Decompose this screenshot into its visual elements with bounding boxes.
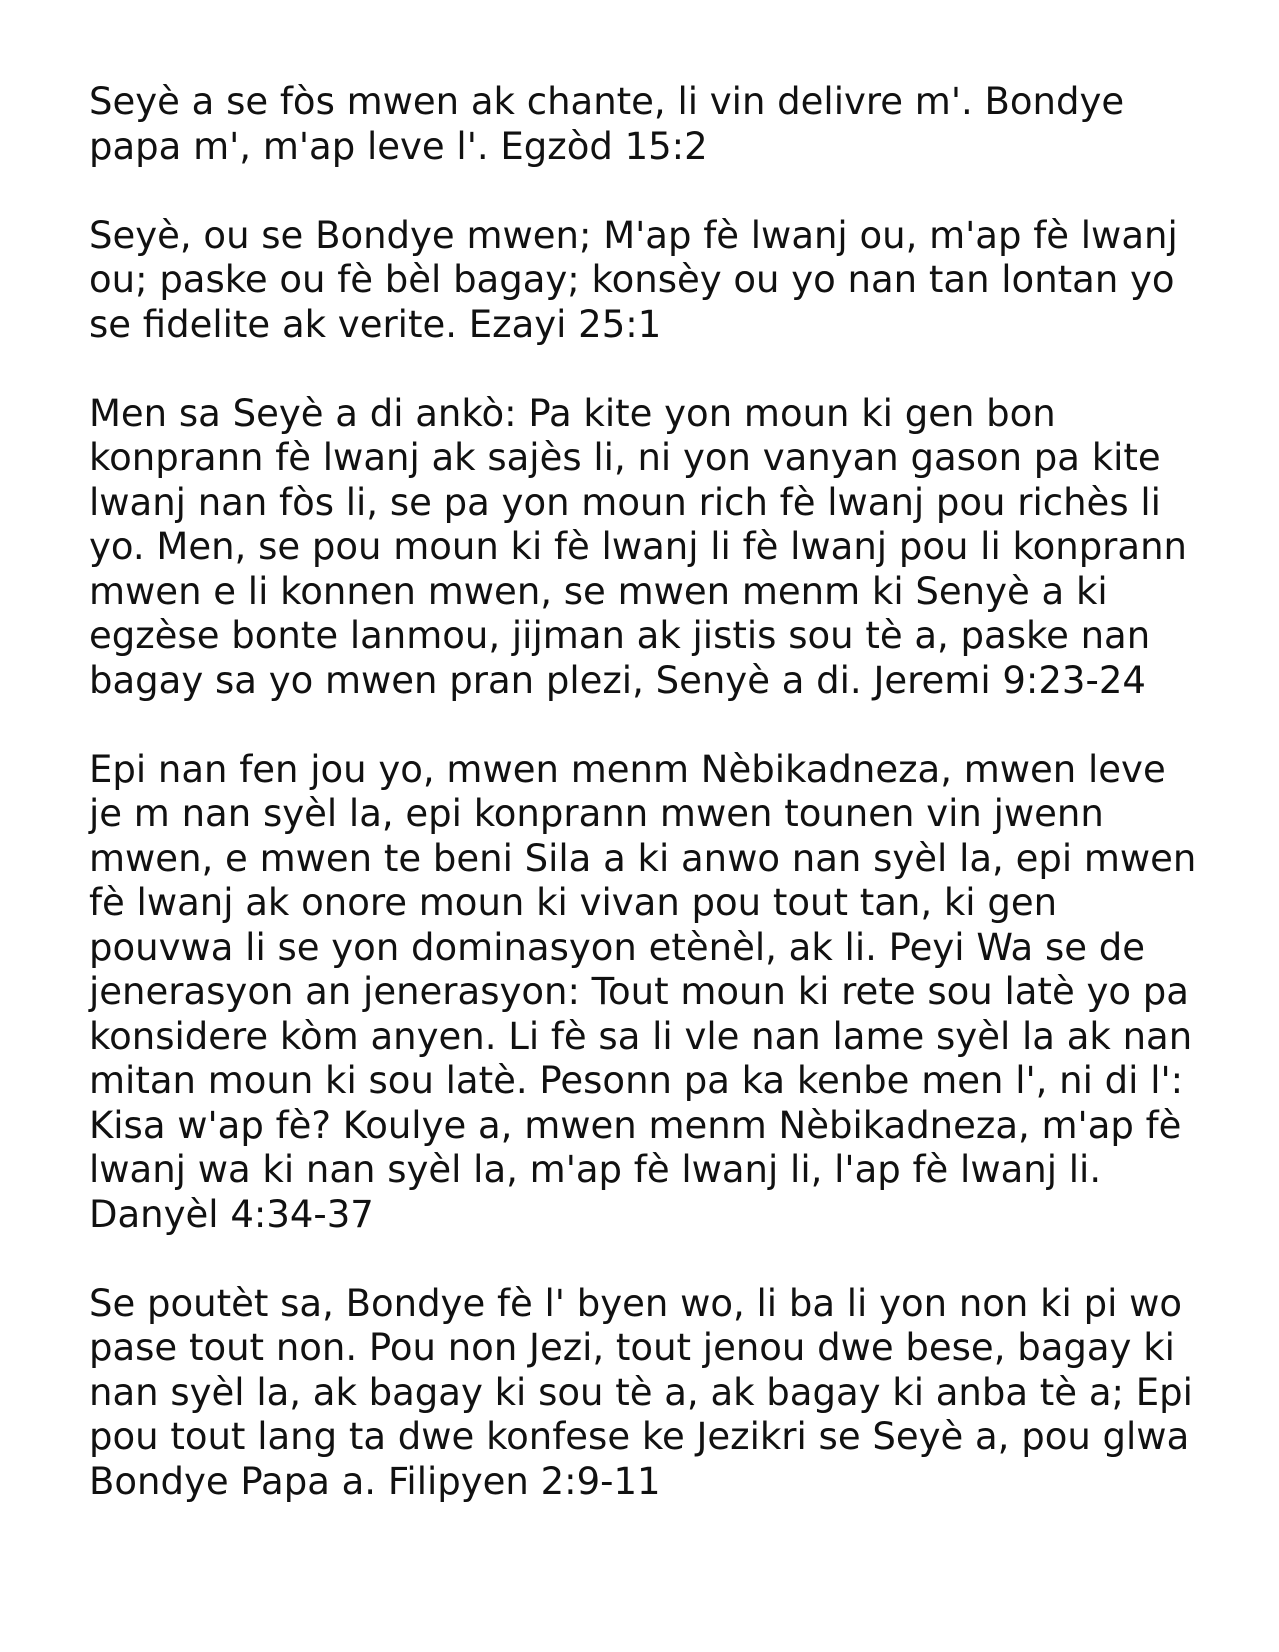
verse-paragraph <box>89 392 1199 704</box>
verse-text: Men sa Seyè a di ankò: Pa kite yon moun ki gen bon konprann fè lwanj ak sajès li, ni yon vanyan gason pa kite lwanj nan fòs li, se pa yon moun rich fè lwanj pou richès li yo. Men, se pou moun ki fè lwanj li fè lwanj pou li konprann mwen e li konnen mwen, se mwen menm ki Senyè a ki egzèse bonte lanmou, jijman ak jistis sou tè a, paske nan bagay sa yo mwen pran plezi, Senyè a di. <box>89 391 1187 702</box>
verse-paragraph <box>89 748 1199 1238</box>
verse-text: Seyè a se fòs mwen ak chante, li vin delivre m'. Bondye papa m', m'ap leve l'. <box>89 80 1125 168</box>
verse-paragraph <box>89 1282 1199 1505</box>
verse-paragraph <box>89 80 1199 169</box>
verse-reference: Filipyen 2:9-11 <box>387 1459 661 1503</box>
verse-reference: Danyèl 4:34-37 <box>89 1192 374 1236</box>
document-page <box>89 80 1199 1549</box>
verse-reference: Jeremi 9:23-24 <box>873 658 1146 702</box>
verse-text: Epi nan fen jou yo, mwen menm Nèbikadneza, mwen leve je m nan syèl la, epi konprann mwen tounen vin jwenn mwen, e mwen te beni Sila a ki anwo nan syèl la, epi mwen fè lwanj ak onore moun ki vivan pou tout tan, ki gen pouvwa li se yon dominasyon etènèl, ak li. Peyi Wa se de jenerasyon an jenerasyon: Tout moun ki rete sou latè yo pa konsidere kòm anyen. Li fè sa li vle nan lame syèl la ak nan mitan moun ki sou latè. Pesonn pa ka kenbe men l', ni di l': Kisa w'ap fè? Koulye a, mwen menm Nèbikadneza, m'ap fè lwanj wa ki nan syèl la, m'ap fè lwanj li, l'ap fè lwanj li. <box>89 747 1197 1191</box>
verse-reference: Ezayi 25:1 <box>468 302 662 346</box>
verse-reference: Egzòd 15:2 <box>500 124 708 168</box>
verse-paragraph <box>89 214 1199 348</box>
verse-text: Seyè, ou se Bondye mwen; M'ap fè lwanj ou, m'ap fè lwanj ou; paske ou fè bèl bagay; konsèy ou yo nan tan lontan yo se fidelite ak verite. <box>89 213 1178 346</box>
verse-text: Se poutèt sa, Bondye fè l' byen wo, li ba li yon non ki pi wo pase tout non. Pou non Jezi, tout jenou dwe bese, bagay ki nan syèl la, ak bagay ki sou tè a, ak bagay ki anba tè a; Epi pou tout lang ta dwe konfese ke Jezikri se Seyè a, pou glwa Bondye Papa a. <box>89 1281 1193 1503</box>
